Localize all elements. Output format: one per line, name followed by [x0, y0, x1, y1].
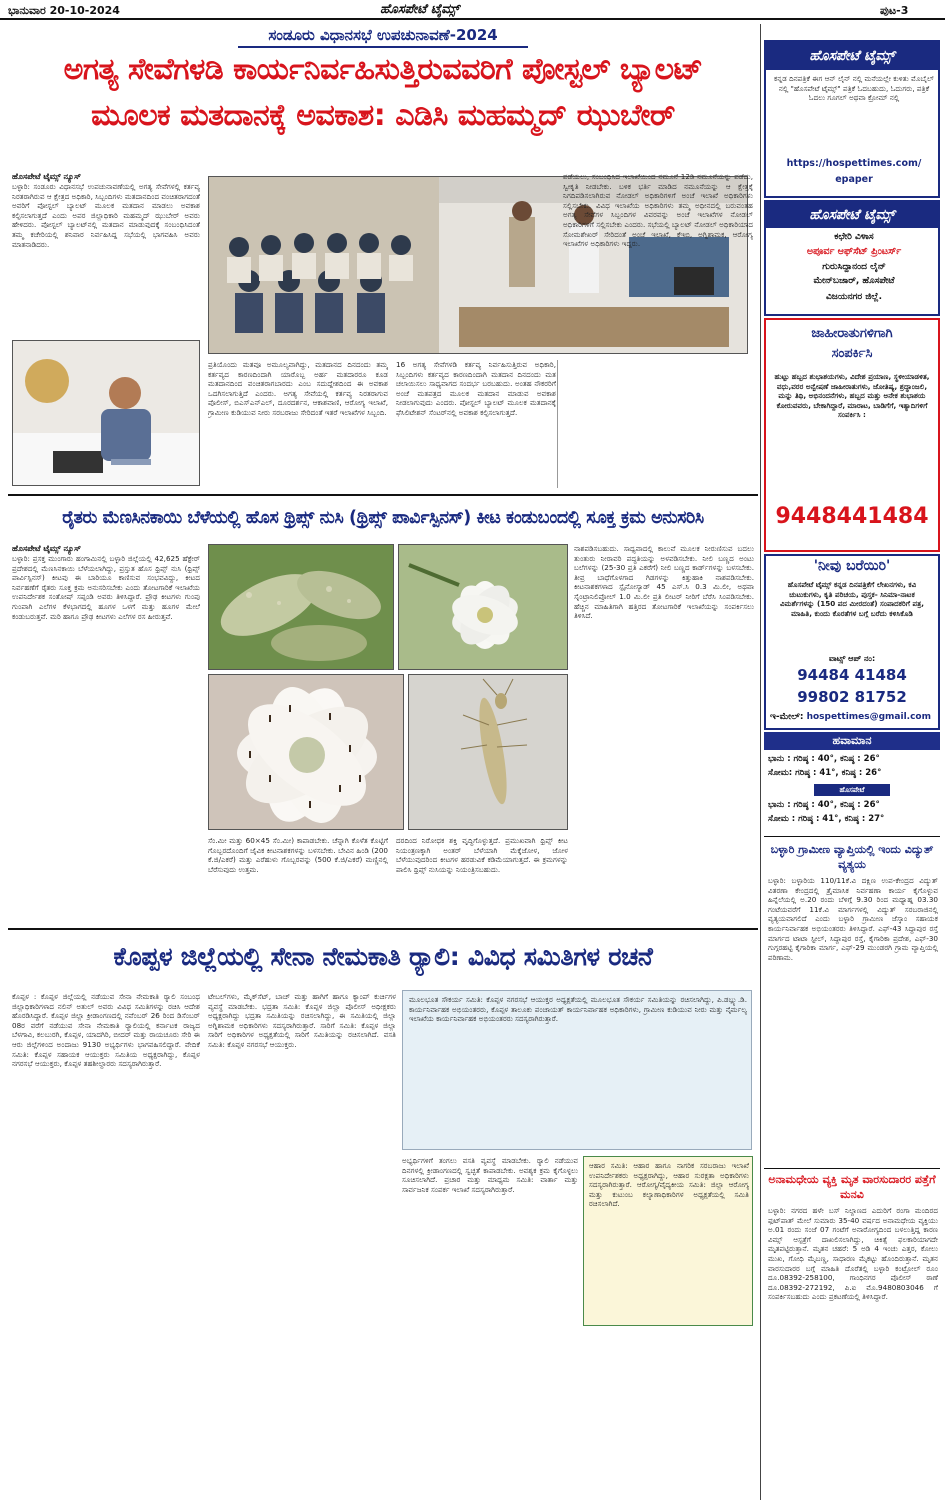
story-3-col3c: ಅಭ್ಯರ್ಥಿಗಳಿಗೆ ತಂಗಲು ವಸತಿ ವ್ಯವಸ್ಥೆ ಮಾಡಬೇಕು. ರ್‍ಯಾಲಿ ನಡೆಯುವ ದಿನಗಳಲ್ಲಿ ಕ್ರೀಡಾಂಗಣದಲ್ಲಿ ಸ್ವಚ್ಛತೆ ಕಾಪಾಡಬೇಕು. ಅವಶ್ಯಕ ಕ್ರಮ ಕೈಗೊಳ್ಳಲು ಸೂಚಿಸಲಾಗಿದೆ. ಪ್ರಚಾರ ಮತ್ತು ಮಾಧ್ಯಮ ಸಮಿತಿ: ವಾರ್ತಾ ಮತ್ತು ಸಾರ್ವಜನಿಕ ಸಂಪರ್ಕ ಇಲಾಖೆ ಸದಸ್ಯರಾಗಿರುತ್ತಾರೆ.	[402, 1156, 578, 1194]
advertise-list: ಹುಟ್ಟು ಹಬ್ಬದ ಶುಭಾಶಯಗಳು, ವಿದೇಶ ಪ್ರಯಾಣ, ಸ್ಥಳೀಯಾಡಳಿತ, ವಧು,ವರರ ಅನ್ವೇಷಣೆ ಜಾಹೀರಾತುಗಳು, ಜೋತಿಷ್ಯ, ಶ್ರದ್ಧಾಂಜಲಿ, ಮನ್ನು ತಿಥಿ, ಅಭಿನಂದನೆಗಳು, ಹಬ್ಬದ ಮತ್ತು ಅನೇಕ ಶುಭಾಶಯ ಕೋರುವವರು, ಬೇಕಾಗಿದ್ದಾರೆ, ಮಾರಾಟ, ಬಾಡಿಗೆಗೆ, ಇತ್ಯಾದಿಗಳಿಗೆ ಸಂಪರ್ಕಿಸಿ :	[774, 372, 930, 420]
epaper-link[interactable]: epaper	[835, 174, 873, 185]
address-line-3: ವಿಜಯನಗರ ಜಿಲ್ಲೆ.	[826, 292, 882, 302]
write-to-us-title: 'ನೀವು ಬರೆಯಿರಿ'	[813, 558, 891, 574]
write-to-us-text: ಹೊಸಪೇಟೆ ಟೈಮ್ಸ್ ಕನ್ನಡ ದಿನಪತ್ರಿಕೆಗೆ ಲೇಖನಗಳು, ಕವಿ ಚುಟುಕುಗಳು, ಕೃತಿ ಪರಿಚಯ, ಪುಸ್ತಕ- ಸಿನಿಮಾ-ನಾಟಕ ವಿಮರ್ಶೆಗಳನ್ನು (150 ಪದ ಮೀರದಂತೆ) ಸಂಪಾದಕರಿಗೆ ಪತ್ರ, ಮಾಹಿತಿ, ಕುಂದು ಕೊರತೆಗಳ ಬಗ್ಗೆ ಬರೆದು ಕಳಿಸಿಕೊಡಿ	[780, 580, 924, 618]
story-2-col1: ಬಳ್ಳಾರಿ: ಪ್ರಸಕ್ತ ಮುಂಗಾರು ಹಂಗಾಮಿನಲ್ಲಿ ಬಳ್ಳಾರಿ ಜಿಲ್ಲೆಯಲ್ಲಿ 42,625 ಹೆಕ್ಟೇರ್ ಪ್ರದೇಶದಲ್ಲಿ ಮೆಣಸಿನಕಾಯಿ ಬೆಳೆಯಲಾಗಿದ್ದು, ಪ್ರಸ್ತುತ ಹೊಸ ಥ್ರಿಪ್ಸ್ ನುಸಿ (ಥ್ರಿಪ್ಸ್ ಪಾರ್ವಿಸ್ಪಿನಸ್) ಕೀಟವು ಈ ಬಾರಿಯೂ ಕಾಣಿಸುವ ಸಂಭವವಿದ್ದು, ಕೀಟದ ನಿರ್ವಹಣೆಗೆ ರೈತರು ಸೂಕ್ತ ಕ್ರಮ ಅನುಸರಿಸಬೇಕು ಎಂದು ತೋಟಗಾರಿಕೆ ಇಲಾಖೆಯ ಉಪನಿರ್ದೇಶಕ ಸಂತೋಷ್ ಸಪ್ಪಂಡಿ ಅವರು ತಿಳಿಸಿದ್ದಾರೆ. ಪ್ರೌಢ ಕೀಟಗಳು ಗುಂಪು ಗುಂಪಾಗಿ ಎಲೆಗಳ ಕೆಳಭಾಗದಲ್ಲಿ ಹೂಗಳ ಒಳಗೆ ಮತ್ತು ಹೂಗಳ ಮೇಲೆ ಕಂಡುಬರುತ್ತವೆ. ಮರಿ ಹಾಗೂ ಪ್ರೌಢ ಕೀಟಗಳು ಎಲೆಗಳ ರಸ ಹೀರುತ್ತವೆ.	[12, 554, 200, 621]
kicker-rule	[238, 46, 528, 48]
deceased-notice-text: ಬಳ್ಳಾರಿ: ನಗರದ ಹಳೇ ಬಸ್ ನಿಲ್ದಾಣದ ಎದುರಿಗೆ ರಂಗಾ ಮಂದಿರದ ಫುಟ್‌ಪಾತ್ ಮೇಲೆ ಸುಮಾರು 35-40 ವರ್ಷದ ಅನಾಮಧೇಯ ವ್ಯಕ್ತಿಯು ಅ.01 ರಂದು ಸಂಜೆ 07 ಗಂಟೆಗೆ ಅನಾರೋಗ್ಯದಿಂದ ಬಳಲುತ್ತಿದ್ದ ಕಾರಣ ವಿಮ್ಸ್ ಆಸ್ಪತ್ರೆಗೆ ದಾಖಲಿಸಲಾಗಿದ್ದು, ಚಿಕಿತ್ಸೆ ಫಲಕಾರಿಯಾಗದೇ ಮೃತಪಟ್ಟಿರುತ್ತಾನೆ. ಮೃತನ ಚಹರೆ: 5 ಅಡಿ 4 ಇಂಚು ಎತ್ತರ, ಕೋಲು ಮುಖ, ಗೋಧಿ ಮೈಬಣ್ಣ, ಸಾಧಾರಣ ಮೈಕಟ್ಟು ಹೊಂದಿರುತ್ತಾನೆ. ಮೃತನ ವಾರಸುದಾರರ ಬಗ್ಗೆ ಮಾಹಿತಿ ದೊರೆತಲ್ಲಿ ಬಳ್ಳಾರಿ ಕಂಟ್ರೋಲ್ ರೂಂ ದೂ.08392-258100, ಗಾಂಧಿನಗರ ಪೊಲೀಸ್ ಠಾಣೆ ದೂ.08392-272192, ಪಿ.ಐ ಮೊ.9480803046 ಗೆ ಸಂಪರ್ಕಿಸಬಹುದು ಎಂದು ಪ್ರಕಟಣೆಯಲ್ಲಿ ತಿಳಿಸಿದ್ದಾರೆ.	[768, 1206, 938, 1302]
whatsapp-label: ವಾಟ್ಸ್ ಆಪ್ ನಂ:	[828, 654, 876, 663]
advertise-phone: 9448441484	[775, 504, 929, 529]
address-line-2: ಮೇನ್‌ಬಜಾರ್, ಹೊಸಪೇಟೆ	[813, 276, 895, 286]
brand-band-2: ಹೊಸಪೇಟೆ ಟೈಮ್ಸ್	[766, 202, 938, 228]
office-title: ಕಛೇರಿ ವಿಳಾಸ	[834, 232, 874, 242]
weather-box	[764, 732, 940, 832]
story-3-col3b: ಆಹಾರ ಸಮಿತಿ: ಆಹಾರ ಹಾಗೂ ನಾಗರಿಕ ಸರಬರಾಜು ಇಲಾಖೆ ಉಪನಿರ್ದೇಶಕರು ಅಧ್ಯಕ್ಷರಾಗಿದ್ದು, ಆಹಾರ ಸುರಕ್ಷತಾ ಅಧಿಕಾರಿಗಳು ಸದಸ್ಯರಾಗಿರುತ್ತಾರೆ. ಆರೋಗ್ಯ/ವೈದ್ಯಕೀಯ ಸಮಿತಿ: ಜಿಲ್ಲಾ ಆರೋಗ್ಯ ಮತ್ತು ಕುಟುಂಬ ಕಲ್ಯಾಣಾಧಿಕಾರಿಗಳ ಅಧ್ಯಕ್ಷತೆಯಲ್ಲಿ ಸಮಿತಿ ರಚಿಸಲಾಗಿದೆ.	[589, 1161, 749, 1209]
story-3-col2: ಟೇಬಲ್‌ಗಳು, ಮೈಕ್‌ಸೆಟ್, ಬಾಚ್ ಮತ್ತು ಹಾಗಿಗೆ ಹಾಗೂ ಕ್ಯಾಂಪ್ ಕುರ್ಚಿಗಳ ವ್ಯವಸ್ಥೆ ಮಾಡಬೇಕು. ಭದ್ರತಾ ಸಮಿತಿ: ಕೊಪ್ಪಳ ಜಿಲ್ಲಾ ಪೊಲೀಸ್ ಅಧೀಕ್ಷಕರು ಅಧ್ಯಕ್ಷರಾಗಿದ್ದು ಭದ್ರತಾ ಸಮಿತಿಯನ್ನು ರಚಿಸಲಾಗಿದ್ದು, ಈ ಸಮಿತಿಯಲ್ಲಿ ಜಿಲ್ಲಾ ಅಗ್ನಿಶಾಮಕ ಅಧಿಕಾರಿಗಳು ಸದಸ್ಯರಾಗಿರುತ್ತಾರೆ. ಸಾರಿಗೆ ಸಮಿತಿ: ಕೊಪ್ಪಳ ಜಿಲ್ಲಾ ಸಾರಿಗೆ ಅಧಿಕಾರಿಗಳ ಅಧ್ಯಕ್ಷತೆಯಲ್ಲಿ ಸಾರಿಗೆ ಸಮಿತಿಯನ್ನು ರಚಿಸಲಾಗಿದೆ. ವಸತಿ ಸಮಿತಿ: ಕೊಪ್ಪಳ ನಗರಸಭೆ ಆಯುಕ್ತರು.	[208, 992, 396, 1049]
email-address[interactable]: hospettimes@gmail.com	[806, 712, 931, 722]
story-1-kicker: ಸಂಡೂರು ವಿಧಾನಸಭೆ ಉಪಚುನಾವಣೆ-2024	[268, 26, 498, 44]
printer-name: ಅಪೂರ್ವ ಆಫ್‌ಸೆಟ್ ಪ್ರಿಂಟರ್ಸ್	[806, 246, 902, 257]
whatsapp-phone-2: 99802 81752	[797, 688, 907, 706]
chilli-flower-photo	[398, 544, 568, 670]
officer-portrait-image	[13, 341, 200, 486]
weather-day-3: ಭಾನು : ಗರಿಷ್ಠ : 40°, ಕನಿಷ್ಠ : 26°	[768, 800, 880, 810]
story-1-col4: ಪಡೆಯಲು, ಸಂಬಂಧಿಸಿದ ಇಲಾಖೆಯಿಂದ ನಮೂನೆ 12ಡಿ ನಮೂನೆಯನ್ನು ಪಡೆದು, ಸ್ವೀಕೃತಿ ನೀಡಬೇಕು. ಬಳಿಕ ಭರ್ತಿ ಮಾಡಿದ ನಮೂನೆಯನ್ನು ಆ ಕ್ಷೇತ್ರಕ್ಕೆ ನಿಗದಿಪಡಿಸಲಾಗಿರುವ ನೋಡಲ್ ಅಧಿಕಾರಿಗಳಿಗೆ ಅಂಚೆ ಇಲಾಖೆ ಅಧಿಕಾರಿಗಳು ಸಲ್ಲಿಸಬೇಕು. ವಿವಿಧ ಇಲಾಖೆಯ ಅಧಿಕಾರಿಗಳು ತಮ್ಮ ಅಧೀನದಲ್ಲಿ ಬರುವಂತಹ ಅಗತ್ಯ ಸೇವೆಗಳ ಸಿಬ್ಬಂದಿಗಳ ವಿವರವನ್ನು ಅಂಚೆ ಇಲಾಖೆಗಳ ನೋಡಲ್ ಅಧಿಕಾರಿಗಳಿಗೆ ಸಲ್ಲಿಸಬೇಕು ಎಂದರು. ಸಭೆಯಲ್ಲಿ ಬ್ಯಾಲಟ್ ನೋಡಲ್ ಅಧಿಕಾರಿಯಾದ ಸೋಮಶೇಖರ್ ಸೇರಿದಂತೆ ಅಂಚೆ ಇಲಾಖೆ, ಕೆಇಬಿ, ಅಗ್ನಿಶಾಮಕ, ಆರೋಗ್ಯ ಇಲಾಖೆಗಳ ಅಧಿಕಾರಿಗಳು ಇದ್ದರು.	[563, 172, 753, 249]
story-2-col3: ದರದಿಂದ ನಿರೋಧಕ ಶಕ್ತಿ ವೃದ್ಧಿಗೊಳ್ಳುತ್ತದೆ. ಪ್ರಮುಖವಾಗಿ ಥ್ರಿಪ್ಸ್ ಕೀಟ ನಿಯಂತ್ರಣಕ್ಕಾಗಿ ಅಂತರ್ ಬೆಳೆಯಾಗಿ ಮೆಕ್ಕೆಜೋಳ, ಜೋಳ ಬೆಳೆಯುವುದರಿಂದ ಕೀಟಗಳ ಹರಡುವಿಕೆ ಕಡಿಮೆಯಾಗುತ್ತದೆ. ಈ ಕ್ರಮಗಳನ್ನು ಪಾಲಿಸಿ ಥ್ರಿಪ್ಸ್ ನುಸಿಯನ್ನು ನಿಯಂತ್ರಿಸಬಹುದು.	[396, 836, 568, 874]
story-1-col3: 16 ಅಗತ್ಯ ಸೇವೆಗಳಡಿ ಕರ್ತವ್ಯ ನಿರ್ವಹಿಸುತ್ತಿರುವ ಅಧಿಕಾರಿ, ಸಿಬ್ಬಂದಿಗಳು ಕರ್ತವ್ಯದ ಕಾರಣದಿಂದಾಗಿ ಮತದಾನ ದಿನದಂದು ಮತ ಚಲಾಯಿಸಲು ಸಾಧ್ಯವಾಗದ ಸಂದರ್ಭ ಬರಬಹುದು. ಅಂತಹ ನೌಕರರಿಗೆ ಅಂಚೆ ಮತಪತ್ರದ ಮೂಲಕ ಮತದಾನ ಮಾಡುವ ಅವಕಾಶ ನೀಡಲಾಗುವುದು ಎಂದರು. ಪೋಸ್ಟಲ್ ಬ್ಯಾಲಟ್ ಮೂಲಕ ಮತದಾನಕ್ಕೆ ಫೆಸಿಲಿಟೇಶನ್ ಸೆಂಟರ್‌ನಲ್ಲಿ ಅವಕಾಶ ಕಲ್ಪಿಸಲಾಗುತ್ತದೆ.	[396, 360, 556, 417]
sidebar-rule-2	[764, 1168, 940, 1169]
story-2	[8, 498, 758, 922]
infrastructure-box	[402, 990, 752, 1150]
thrips-insect-photo	[408, 674, 568, 830]
office-address-box	[764, 200, 940, 316]
chilli-flower-image	[399, 545, 568, 670]
masthead	[0, 0, 945, 20]
deceased-notice-title: ಅನಾಮಧೇಯ ವ್ಯಕ್ತಿ ಮೃತ ವಾರಸುದಾರರ ಪತ್ತೆಗೆ ಮನವಿ	[768, 1173, 936, 1201]
story-1-col2: ಪ್ರತಿಯೊಂದು ಮತವೂ ಅಮೂಲ್ಯವಾಗಿದ್ದು, ಮತದಾನದ ದಿನದಂದು ತಮ್ಮ ಕರ್ತವ್ಯದ ಕಾರಣದಿಂದಾಗಿ ಯಾರೊಬ್ಬ ಅರ್ಹ ಮತದಾರರೂ ಕೂಡ ಮತದಾನದಿಂದ ವಂಚಿತರಾಗಬಾರದು ಎಂಬ ಸದುದ್ದೇಶದಿಂದ ಈ ಅವಕಾಶ ಒದಗಿಸಲಾಗುತ್ತಿದೆ ಎಂದರು. ಅಗತ್ಯ ಸೇವೆಯಲ್ಲಿ ಕರ್ತವ್ಯ ನಿರತರಾಗುವ ಪೊಲೀಸ್, ಬಿಎಸ್‌ಎನ್‌ಎಲ್, ದೂರದರ್ಶನ, ಆಕಾಶವಾಣಿ, ಆರೋಗ್ಯ ಇಲಾಖೆ, ಗ್ರಾಮೀಣ ಕುಡಿಯುವ ನೀರು ಸರಬರಾಜು ಸೇರಿದಂತೆ ಇತರೆ ಇಲಾಖೆಗಳ ಸಿಬ್ಬಂದಿ.	[208, 360, 388, 417]
story-2-headline: ರೈತರು ಮೆಣಸಿನಕಾಯಿ ಬೆಳೆಯಲ್ಲಿ ಹೊಸ ಥ್ರಿಪ್ಸ್ ನುಸಿ (ಥ್ರಿಪ್ಸ್ ಪಾರ್ವಿಸ್ಪಿನಸ್) ಕೀಟ ಕಂಡುಬಂದಲ್ಲಿ ಸೂಕ್ತ ಕ್ರಮ ಅನುಸರಿಸಿ	[62, 508, 704, 528]
food-committee-box	[583, 1156, 753, 1326]
website-link[interactable]: https://hospettimes.com/	[786, 158, 922, 169]
story-1-byline: ಹೊಸಪೇಟೆ ಟೈಮ್ಸ್ ನ್ಯೂಸ್	[12, 172, 81, 181]
story-1-headline-line1: ಅಗತ್ಯ ಸೇವೆಗಳಡಿ ಕಾರ್ಯನಿರ್ವಹಿಸುತ್ತಿರುವವರಿಗೆ ಪೋಸ್ಟಲ್ ಬ್ಯಾಲಟ್	[63, 52, 703, 87]
story-1-col1: ಬಳ್ಳಾರಿ: ಸಂಡೂರು ವಿಧಾನಸಭೆ ಉಪಚುನಾವಣೆಯಲ್ಲಿ ಅಗತ್ಯ ಸೇವೆಗಳಲ್ಲಿ ಕರ್ತವ್ಯ ನಿರತರಾಗಿರುವ ಆ ಕ್ಷೇತ್ರದ ಅಧಿಕಾರಿ, ಸಿಬ್ಬಂದಿಗಳು ಮತದಾನದಿಂದ ವಂಚಿತರಾಗದಂತೆ ಅವರಿಗೆ ಪೋಸ್ಟಲ್ ಬ್ಯಾಲಟ್ ಮೂಲಕ ಮತದಾನ ಮಾಡಲು ಅವಕಾಶ ಕಲ್ಪಿಸಲಾಗುತ್ತದೆ ಎಂದು ಅಪರ ಜಿಲ್ಲಾಧಿಕಾರಿ ಮಹಮ್ಮದ್ ಝುಬೇರ್ ಅವರು ಹೇಳಿದರು. ಪೋಸ್ಟಲ್ ಬ್ಯಾಲಟ್‌ನಲ್ಲಿ ಮತದಾನ ಮಾಡುವುದಕ್ಕೆ ಸಂಬಂಧಿಸಿದಂತೆ ತಮ್ಮ ಕಚೇರಿಯಲ್ಲಿ ಶನಿವಾರ ನಿರ್ವಹಿಸಿದ್ದ ಸಭೆಯಲ್ಲಿ ಭಾಗವಹಿಸಿ ಅವರು ಮಾತನಾಡಿದರು.	[12, 182, 200, 249]
address-line-1: ಗುರುಸಿದ್ದಾನಂದ ಲೈನ್	[822, 262, 886, 272]
advertise-heading-1: ಜಾಹೀರಾತುಗಳಿಗಾಗಿ	[811, 326, 893, 341]
power-outage-text: ಬಳ್ಳಾರಿ: ಬಳ್ಳಾರಿಯ 110/11ಕೆ.ವಿ ದಕ್ಷಿಣ ಉಪ-ಕೇಂದ್ರದ ವಿದ್ಯುತ್ ವಿತರಣಾ ಕೇಂದ್ರದಲ್ಲಿ ತ್ರೈಮಾಸಿಕ ನಿರ್ವಹಣಾ ಕಾರ್ಯ ಕೈಗೊಳ್ಳುವ ಹಿನ್ನೆಲೆಯಲ್ಲಿ ಅ.20 ರಂದು ಬೆಳಿಗ್ಗೆ 9.30 ರಿಂದ ಮಧ್ಯಾಹ್ನ 03.30 ಗಂಟೆಯವರೆಗೆ 11ಕೆ.ವಿ ಮಾರ್ಗಗಳಲ್ಲಿ ವಿದ್ಯುತ್ ಸರಬರಾಜಿನಲ್ಲಿ ವ್ಯತ್ಯಯವಾಗಲಿದೆ ಎಂದು ಬಳ್ಳಾರಿ ಗ್ರಾಮೀಣ ಜೆಸ್ಕಾಂ ಸಹಾಯಕ ಕಾರ್ಯನಿರ್ವಾಹಕ ಅಭಿಯಂತರರು ತಿಳಿಸಿದ್ದಾರೆ. ಎಫ್-43 ಸಿದ್ದಾಪುರ ರಸ್ತೆ ಮಾರ್ಗದ ಟಾಟಾ ಸ್ಟೀಲ್, ಸಿದ್ದಾಪುರ ರಸ್ತೆ, ಕೈಗಾರಿಕಾ ಪ್ರದೇಶ, ಎಫ್-30 ಗುಗ್ಗರಹಟ್ಟಿ ಕೈಗಾರಿಕಾ ಮಾರ್ಗ, ಎಫ್-29 ಮುಂಡರಗಿ ಗ್ರಾಮ ವ್ಯಾಪ್ತಿಯಲ್ಲಿ ಪರಿಣಾಮ.	[768, 876, 938, 962]
weather-day-2: ಸೋಮ: ಗರಿಷ್ಠ : 41°, ಕನಿಷ್ಠ : 26°	[768, 768, 882, 778]
officer-portrait-photo	[12, 340, 200, 486]
chilli-leaf-photo	[208, 544, 394, 670]
story-3-col3a: ಮೂಲಭೂತ ಸೌಕರ್ಯ ಸಮಿತಿ: ಕೊಪ್ಪಳ ನಗರಸಭೆ ಆಯುಕ್ತರ ಅಧ್ಯಕ್ಷತೆಯಲ್ಲಿ ಮೂಲಭೂತ ಸೌಕರ್ಯ ಸಮಿತಿಯನ್ನು ರಚಿಸಲಾಗಿದ್ದು, ಪಿ.ಡಬ್ಲ್ಯು.ಡಿ. ಕಾರ್ಯನಿರ್ವಾಹಕ ಅಭಿಯಂತರರು, ಕೊಪ್ಪಳ ತಾಲೂಕು ಪಂಚಾಯತ್ ಕಾರ್ಯನಿರ್ವಾಹಕ ಅಧಿಕಾರಿಗಳು, ಗ್ರಾಮೀಣ ಕುಡಿಯುವ ನೀರು ಮತ್ತು ನೈರ್ಮಲ್ಯ ಇಲಾಖೆಯ ಕಾರ್ಯನಿರ್ವಾಹಕ ಅಭಿಯಂತರರು ಸದಸ್ಯರಾಗಿರುತ್ತಾರೆ.	[409, 995, 747, 1024]
story-divider-2	[8, 928, 758, 930]
weather-day-4: ಸೋಮ : ಗರಿಷ್ಠ : 41°, ಕನಿಷ್ಠ : 27°	[768, 814, 885, 824]
masthead-paper: ಹೊಸಪೇಟೆ ಟೈಮ್ಸ್	[380, 2, 460, 17]
story-1-col4-divider	[557, 360, 558, 488]
story-3-headline: ಕೊಪ್ಪಳ ಜಿಲ್ಲೆಯಲ್ಲಿ ಸೇನಾ ನೇಮಕಾತಿ ರ್‍ಯಾಲಿ: ವಿವಿಧ ಸಮಿತಿಗಳ ರಚನೆ	[113, 942, 653, 971]
write-to-us-box	[764, 554, 940, 730]
advertise-heading-2: ಸಂಪರ್ಕಿಸಿ	[831, 346, 873, 361]
masthead-date: ಭಾನುವಾರ 20-10-2024	[8, 4, 120, 17]
weather-title: ಹವಾಮಾನ	[764, 732, 940, 750]
flower-thrips-image	[209, 675, 404, 830]
story-3	[8, 932, 758, 1498]
sidebar-divider	[760, 24, 761, 1500]
power-outage-title: ಬಳ್ಳಾರಿ ಗ್ರಾಮೀಣ ವ್ಯಾಪ್ತಿಯಲ್ಲಿ ಇಂದು ವಿದ್ಯುತ್ ವ್ಯತ್ಯಯ	[770, 843, 934, 871]
thrips-insect-image	[409, 675, 568, 830]
story-2-col2: ಸೆಂ.ಮೀ ಮತ್ತು 60×45 ಸೆಂ.ಮೀ) ಕಾಪಾಡಬೇಕು. ಚೆನ್ನಾಗಿ ಕೊಳೆತ ಕೊಟ್ಟಿಗೆ ಗೊಬ್ಬರದೊಂದಿಗೆ ಜೈವಿಕ ಕೀಟನಾಶಕಗಳನ್ನು ಬಳಸಬೇಕು. ಬೇವಿನ ಹಿಂಡಿ (200 ಕೆ.ಜಿ/ಎಕರೆ) ಮತ್ತು ಎರೆಹುಳು ಗೊಬ್ಬರವನ್ನು (500 ಕೆ.ಜಿ/ಎಕರೆ) ಮಣ್ಣಿನಲ್ಲಿ ಬೆರೆಸುವುದು ಉತ್ತಮ.	[208, 836, 388, 874]
email-label: ಇ-ಮೇಲ್:	[770, 712, 804, 722]
advertise-box	[764, 318, 940, 552]
chilli-leaf-image	[209, 545, 394, 670]
story-divider-1	[8, 494, 758, 496]
story-1	[8, 24, 758, 492]
whatsapp-phone-1: 94484 41484	[797, 666, 907, 684]
flower-thrips-photo	[208, 674, 404, 830]
online-edition-text: ಕನ್ನಡ ದಿನಪತ್ರಿಕೆ ಈಗ ಆನ್ ಲೈನ್ ನಲ್ಲಿ ಮನೆಯಲ್ಲೇ ಕುಳಿತು ಮೊಬೈಲ್ ನಲ್ಲಿ "ಹೊಸಪೇಟೆ ಟೈಮ್ಸ್" ಪತ್ರಿಕೆ ಓದಬಹುದು, ಓದುಗರು, ಪತ್ರಿಕೆ ಓದಲು ಗೂಗಲ್ ಅಥವಾ ಕ್ರೋಮ್ ನಲ್ಲಿ	[774, 74, 934, 103]
weather-town: ಹೊಸಪೇಟೆ	[814, 784, 890, 796]
brand-band-1: ಹೊಸಪೇಟೆ ಟೈಮ್ಸ್	[766, 42, 938, 70]
sidebar	[764, 24, 940, 1500]
story-2-byline: ಹೊಸಪೇಟೆ ಟೈಮ್ಸ್ ನ್ಯೂಸ್	[12, 544, 81, 553]
sidebar-rule-1	[764, 836, 940, 837]
story-2-col4: ನಾಶಪಡಿಸಬಹುದು. ಸಾಧ್ಯವಾದಲ್ಲಿ ಕಾಲುವೆ ಮೂಲಕ ನೀರುಣಿಸುವ ಬದಲು ತುಂತುರು ನೀರಾವರಿ ಪದ್ಧತಿಯನ್ನು ಅಳವಡಿಸಬೇಕು. ನೀಲಿ ಬಣ್ಣದ ಅಂಟು ಬಲೆಗಳನ್ನು (25-30 ಪ್ರತಿ ಎಕರೆಗೆ) ನೀಲಿ ಬಣ್ಣದ ಕಾರ್ಡ್‌ಗಳನ್ನು ಬಳಸಬೇಕು. ತೀವ್ರ ಬಾಧೆಗೊಳಗಾದ ಗಿಡಗಳನ್ನು ಕಿತ್ತುಹಾಕಿ ನಾಶಪಡಿಸಬೇಕು. ಕೀಟನಾಶಕಗಳಾದ ಸ್ಪೈನೋಸ್ಯಾಡ್ 45 ಎಸ್.ಸಿ 0.3 ಮಿ.ಲೀ, ಅಥವಾ ಸೈಂಟ್ರಾನಿಲಿಪ್ರೋಲ್ 1.0 ಮಿ.ಲೀ ಪ್ರತಿ ಲೀಟರ್ ನೀರಿಗೆ ಬೆರೆಸಿ ಸಿಂಪಡಿಸಬೇಕು. ಹೆಚ್ಚಿನ ಮಾಹಿತಿಗಾಗಿ ಹತ್ತಿರದ ತೋಟಗಾರಿಕೆ ಇಲಾಖೆಯನ್ನು ಸಂಪರ್ಕಿಸಲು ತಿಳಿಸಿದೆ.	[574, 544, 754, 621]
story-1-headline-line2: ಮೂಲಕ ಮತದಾನಕ್ಕೆ ಅವಕಾಶ: ಎಡಿಸಿ ಮಹಮ್ಮದ್ ಝುಬೇರ್	[91, 98, 675, 133]
online-edition-ad	[764, 40, 940, 198]
email-line	[770, 712, 938, 722]
story-3-col1: ಕೊಪ್ಪಳ : ಕೊಪ್ಪಳ ಜಿಲ್ಲೆಯಲ್ಲಿ ನಡೆಯುವ ಸೇನಾ ನೇಮಕಾತಿ ರ್‍ಯಾಲಿ ಸಂಬಂಧ ಜಿಲ್ಲಾಧಿಕಾರಿಗಳಾದ ನಲಿನ್ ಅತುಲ್ ಅವರು ವಿವಿಧ ಸಮಿತಿಗಳನ್ನು ರಚಿಸಿ ಆದೇಶ ಹೊರಡಿಸಿದ್ದಾರೆ. ಕೊಪ್ಪಳ ಜಿಲ್ಲಾ ಕ್ರೀಡಾಂಗಣದಲ್ಲಿ ನವೆಂಬರ್ 26 ರಿಂದ ಡಿಸೆಂಬರ್ 08ರ ವರೆಗೆ ನಡೆಯುವ ಸೇನಾ ನೇಮಕಾತಿ ರ್‍ಯಾಲಿಯಲ್ಲಿ ಕರ್ನಾಟಕ ರಾಜ್ಯದ ಬೆಳಗಾವಿ, ಕಲಬುರಗಿ, ಕೊಪ್ಪಳ, ಯಾದಗಿರಿ, ಬೀದರ್ ಮತ್ತು ರಾಯಚೂರು ಸೇರಿ ಈ ಆರು ಜಿಲ್ಲೆಗಳಿಂದ ಅಂದಾಜು 9130 ಅಭ್ಯರ್ಥಿಗಳು ಭಾಗವಹಿಸಲಿದ್ದಾರೆ. ವೇದಿಕೆ ಸಮಿತಿ: ಕೊಪ್ಪಳ ಸಹಾಯಕ ಆಯುಕ್ತರು ಸಮಿತಿಯ ಅಧ್ಯಕ್ಷರಾಗಿದ್ದು, ಕೊಪ್ಪಳ ನಗರಸಭೆ ಆಯುಕ್ತರು, ಕೊಪ್ಪಳ ತಹಶೀಲ್ದಾರರು ಸದಸ್ಯರಾಗಿರುತ್ತಾರೆ.	[12, 992, 200, 1069]
weather-day-1: ಭಾನು : ಗರಿಷ್ಠ : 40°, ಕನಿಷ್ಠ : 26°	[768, 754, 880, 764]
masthead-page: ಪುಟ-3	[880, 4, 909, 17]
